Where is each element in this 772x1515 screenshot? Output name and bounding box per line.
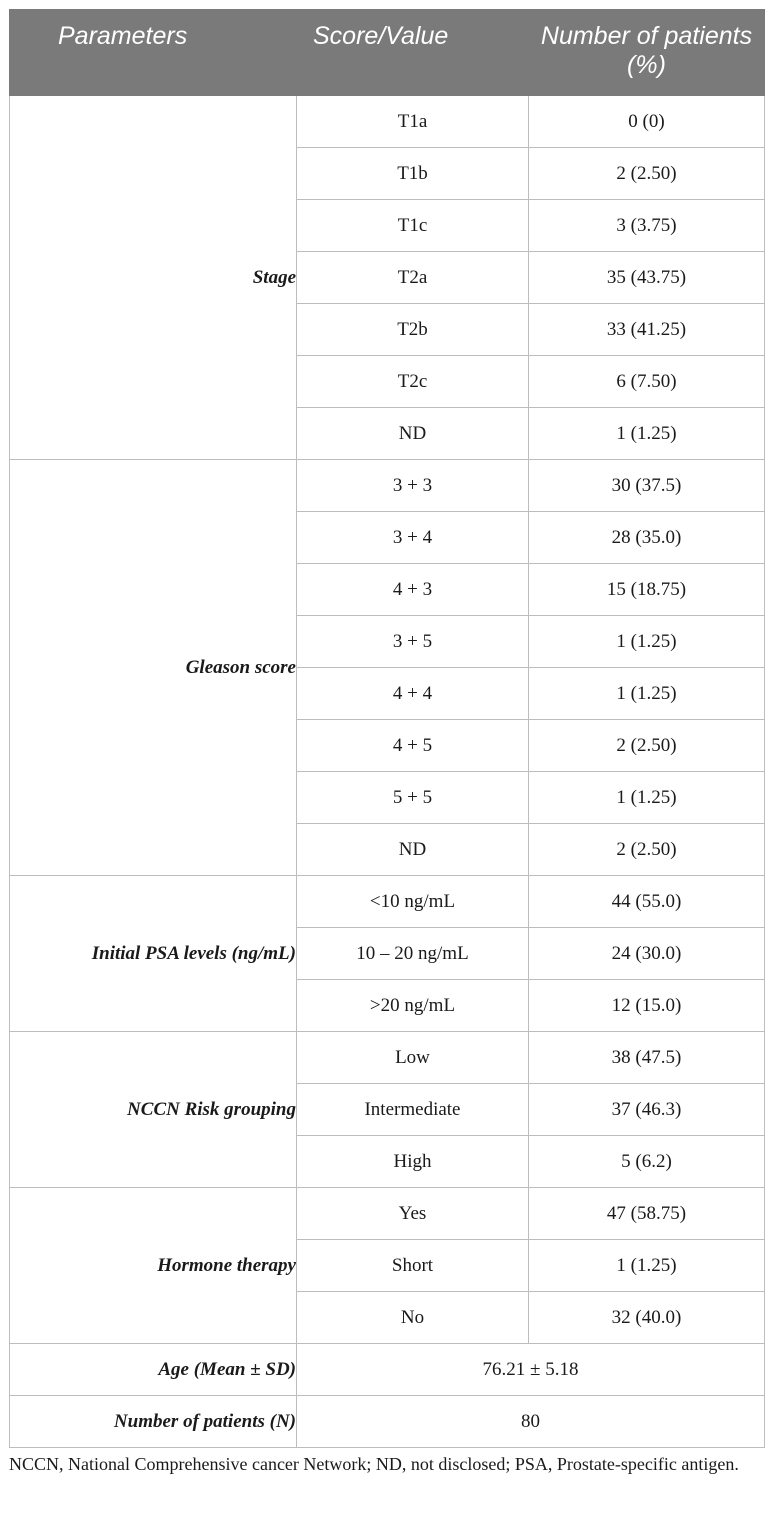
table-row [10, 96, 765, 148]
patient-count-cell: 12 (15.0) [529, 980, 765, 1032]
score-value-cell: T2a [297, 252, 529, 304]
patient-count-cell: 1 (1.25) [529, 408, 765, 460]
summary-row [10, 1344, 765, 1396]
score-value-cell: 5 + 5 [297, 772, 529, 824]
patient-count-cell: 2 (2.50) [529, 824, 765, 876]
score-value-cell: Intermediate [297, 1084, 529, 1136]
parameter-cell: Stage [10, 96, 297, 460]
score-value-cell: T1c [297, 200, 529, 252]
parameter-cell: NCCN Risk grouping [10, 1032, 297, 1188]
score-value-cell: Yes [297, 1188, 529, 1240]
score-value-cell: 4 + 3 [297, 564, 529, 616]
parameter-cell: Gleason score [10, 460, 297, 876]
patient-count-cell: 47 (58.75) [529, 1188, 765, 1240]
parameter-cell: Hormone therapy [10, 1188, 297, 1344]
table-row [10, 1188, 765, 1240]
patient-count-cell: 1 (1.25) [529, 1240, 765, 1292]
table-body [10, 96, 765, 1448]
score-value-cell: >20 ng/mL [297, 980, 529, 1032]
score-value-cell: 3 + 5 [297, 616, 529, 668]
patient-count-cell: 1 (1.25) [529, 616, 765, 668]
patient-count-cell: 24 (30.0) [529, 928, 765, 980]
patient-count-cell: 38 (47.5) [529, 1032, 765, 1084]
parameter-cell: Age (Mean ± SD) [10, 1344, 297, 1396]
column-header-number-of-patients: Number of patients (%) [529, 10, 765, 96]
score-value-cell: ND [297, 408, 529, 460]
score-value-cell: No [297, 1292, 529, 1344]
table-footnote: NCCN, National Comprehensive cancer Network; ND, not disclosed; PSA, Prostate-specific antigen. [9, 1454, 739, 1474]
score-value-cell: High [297, 1136, 529, 1188]
table-row [10, 460, 765, 512]
column-header-parameters: Parameters [10, 10, 297, 96]
patient-count-cell: 6 (7.50) [529, 356, 765, 408]
parameter-cell: Number of patients (N) [10, 1396, 297, 1448]
score-value-cell: 4 + 5 [297, 720, 529, 772]
score-value-cell: 3 + 4 [297, 512, 529, 564]
column-header-score-value: Score/Value [297, 10, 529, 96]
score-value-cell: 4 + 4 [297, 668, 529, 720]
parameter-cell: Initial PSA levels (ng/mL) [10, 876, 297, 1032]
table-row [10, 876, 765, 928]
patient-count-cell: 0 (0) [529, 96, 765, 148]
patient-count-cell: 1 (1.25) [529, 668, 765, 720]
score-value-cell: T1b [297, 148, 529, 200]
score-value-cell: Short [297, 1240, 529, 1292]
patient-count-cell: 5 (6.2) [529, 1136, 765, 1188]
score-value-cell: <10 ng/mL [297, 876, 529, 928]
summary-row [10, 1396, 765, 1448]
table-row [10, 1032, 765, 1084]
score-value-cell: ND [297, 824, 529, 876]
patient-count-cell: 3 (3.75) [529, 200, 765, 252]
patient-count-cell: 2 (2.50) [529, 720, 765, 772]
score-value-cell: T1a [297, 96, 529, 148]
score-value-cell: Low [297, 1032, 529, 1084]
patient-count-cell: 35 (43.75) [529, 252, 765, 304]
summary-value-cell: 80 [297, 1396, 765, 1448]
score-value-cell: 10 – 20 ng/mL [297, 928, 529, 980]
table-header-row [10, 10, 765, 96]
patient-characteristics-table [9, 9, 765, 1448]
patient-count-cell: 44 (55.0) [529, 876, 765, 928]
score-value-cell: 3 + 3 [297, 460, 529, 512]
patient-count-cell: 1 (1.25) [529, 772, 765, 824]
patient-count-cell: 37 (46.3) [529, 1084, 765, 1136]
patient-count-cell: 28 (35.0) [529, 512, 765, 564]
patient-count-cell: 32 (40.0) [529, 1292, 765, 1344]
patient-count-cell: 2 (2.50) [529, 148, 765, 200]
summary-value-cell: 76.21 ± 5.18 [297, 1344, 765, 1396]
patient-count-cell: 33 (41.25) [529, 304, 765, 356]
patient-count-cell: 30 (37.5) [529, 460, 765, 512]
patient-count-cell: 15 (18.75) [529, 564, 765, 616]
score-value-cell: T2b [297, 304, 529, 356]
score-value-cell: T2c [297, 356, 529, 408]
